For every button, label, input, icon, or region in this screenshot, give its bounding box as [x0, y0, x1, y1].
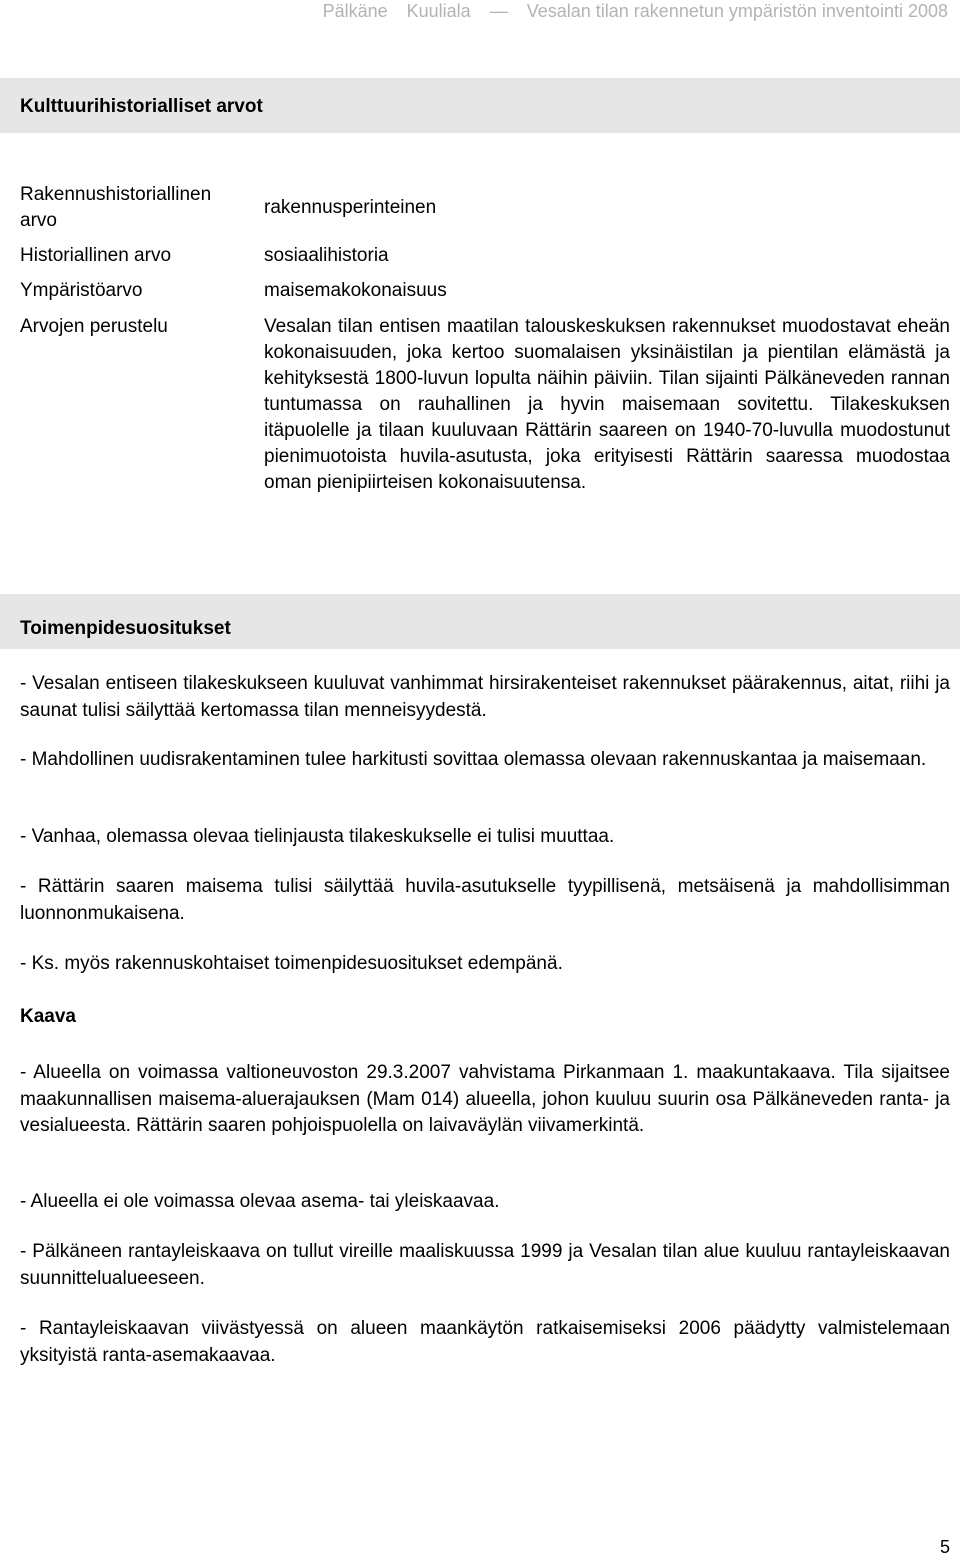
header-document-title: Vesalan tilan rakennetun ympäristön inventointi 2008 — [526, 1, 948, 21]
plan-paragraph: - Alueella ei ole voimassa olevaa asema- tai yleiskaavaa. — [20, 1191, 500, 1212]
plan-paragraph: - Rantayleiskaavan viivästyessä on alueen maankäytön ratkaisemiseksi 2006 päädytty valmistelemaan yksityistä ranta-asemakaavaa. — [20, 1318, 950, 1366]
section-title-recommendations: Toimenpidesuositukset — [20, 618, 231, 639]
recommendation-paragraph: - Vanhaa, olemassa olevaa tielinjausta tilakeskukselle ei tulisi muuttaa. — [20, 826, 615, 847]
row-label: Ympäristöarvo — [20, 280, 143, 301]
plan-paragraph: - Alueella on voimassa valtioneuvoston 29.3.2007 vahvistama Pirkanmaan 1. maakuntakaava. Tila sijaitsee maakunnallisen maisema-aluerajauksen (Mam 014) alueella, johon kuuluu suurin osa Pälkäneveden ranta- ja vesialueesta. Rättärin saaren pohjoispuolella on laivaväylän viivamerkintä. — [20, 1062, 950, 1136]
header-dash: — — [489, 1, 508, 21]
header-village: Kuuliala — [406, 1, 471, 21]
recommendation-paragraph: - Mahdollinen uudisrakentaminen tulee harkitusti sovittaa olemassa olevaan rakennuskantaa ja maisemaan. — [20, 749, 927, 770]
row-value: sosiaalihistoria — [264, 245, 389, 266]
section-title-plan: Kaava — [20, 1006, 76, 1027]
recommendation-paragraph: - Rättärin saaren maisema tulisi säilyttää huvila-asutukselle tyypillisenä, metsäisenä ja mahdollisimman luonnonmukaisena. — [20, 876, 950, 924]
row-value: maisemakokonaisuus — [264, 280, 447, 301]
recommendation-paragraph: - Ks. myös rakennuskohtaiset toimenpidesuositukset edempänä. — [20, 953, 563, 974]
row-value: rakennusperinteinen — [264, 197, 437, 218]
section-title-cultural-values: Kulttuurihistorialliset arvot — [20, 96, 263, 117]
row-label: Rakennushistoriallinen arvo — [20, 184, 212, 231]
running-header — [0, 0, 948, 30]
row-label: Historiallinen arvo — [20, 245, 172, 266]
page-number: 5 — [939, 1537, 950, 1557]
row-value: Vesalan tilan entisen maatilan talouskeskuksen rakennukset muodostavat eheän kokonaisuuden, joka kertoo suomalaisen yksinäistilan ja pientilan elämästä ja kehityksestä 1800-luvun lopulta näihin päiviin. Tilan sijainti Pälkäneveden rannan tuntumassa on rauhallinen ja hyvin maisemaan sovitettu. Tilakeskuksen itäpuolelle ja tilaan kuuluvaan Rättärin saareen on 1940-70-luvulla muodostunut pienimuotoista huvila-asutusta, joka erityisesti Rättärin saaressa muodostaa oman pienipiirteisen kokonaisuutensa. — [264, 316, 950, 493]
header-municipality: Pälkäne — [322, 1, 388, 21]
recommendation-paragraph: - Vesalan entiseen tilakeskukseen kuuluvat vanhimmat hirsirakenteiset rakennukset päärakennus, aitat, riihi ja saunat tulisi säilyttää kertomassa tilan menneisyydestä. — [20, 673, 950, 721]
row-label: Arvojen perustelu — [20, 316, 168, 337]
plan-paragraph: - Pälkäneen rantayleiskaava on tullut vireille maaliskuussa 1999 ja Vesalan tilan alue kuuluu rantayleiskaavan suunnittelualueeseen. — [20, 1241, 950, 1289]
